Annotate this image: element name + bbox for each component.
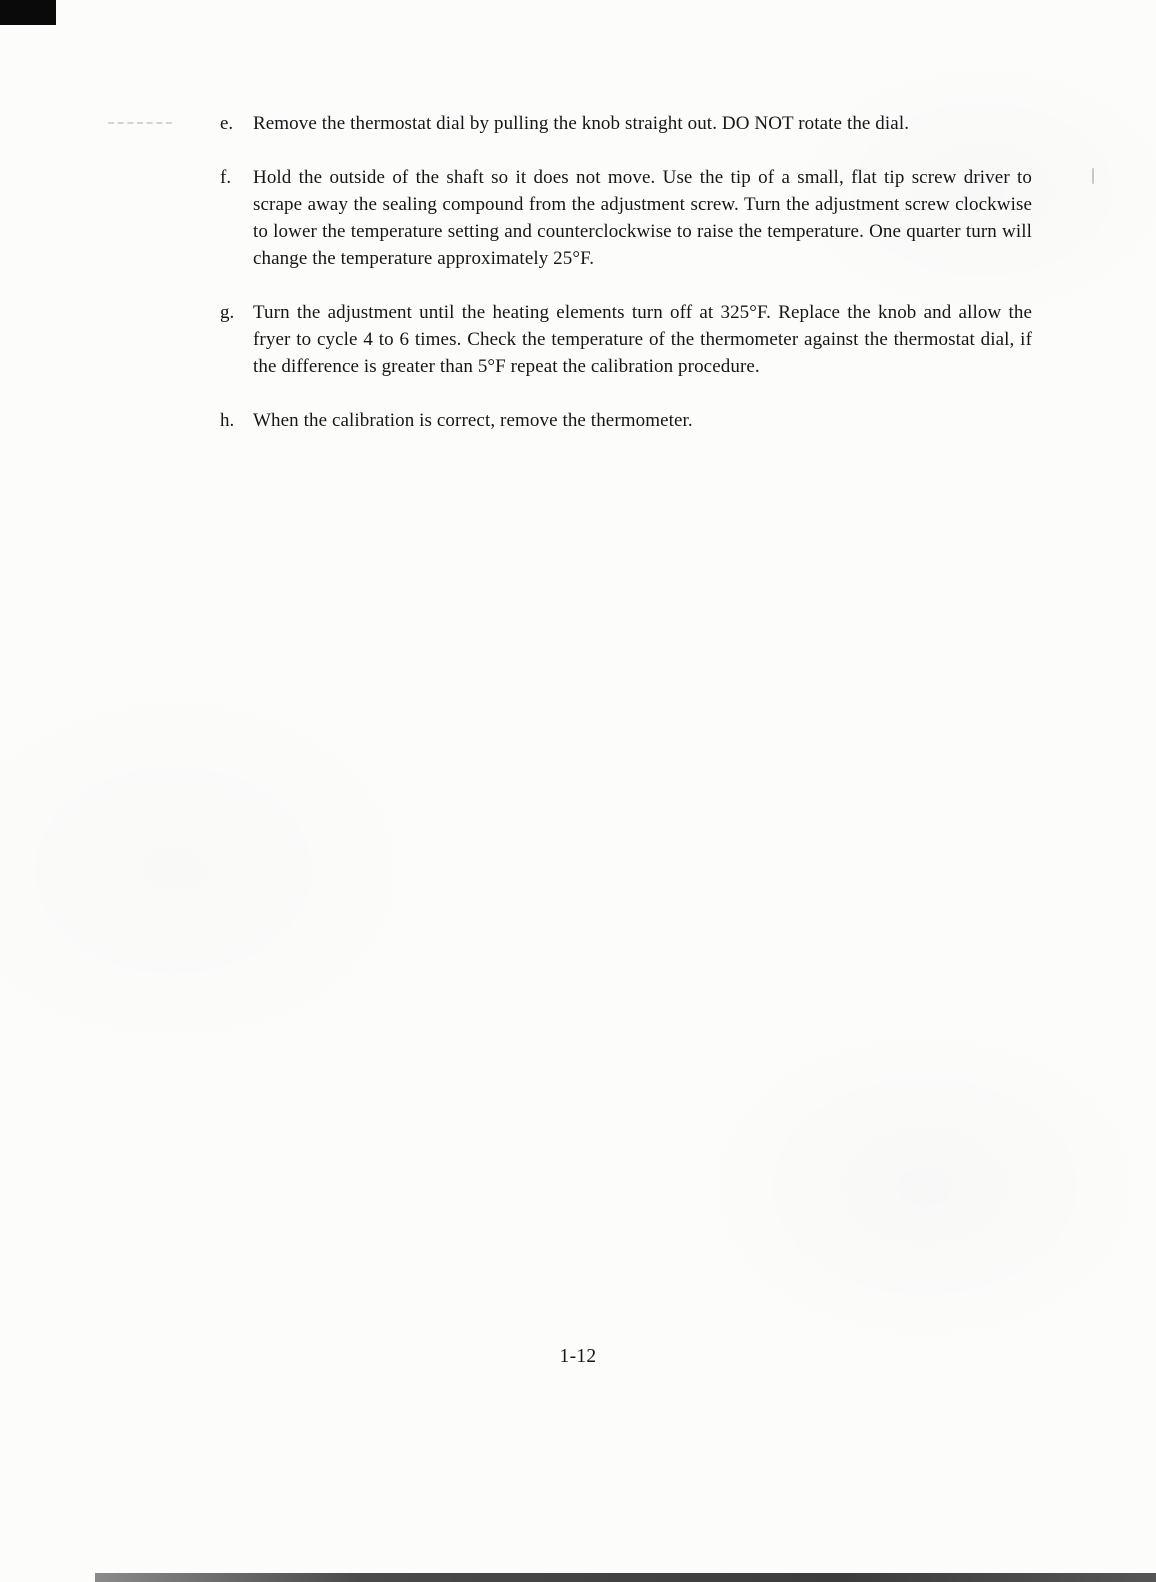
page-number: 1-12 [559,1346,597,1367]
list-item-text: Turn the adjustment until the heating elements turn off at 325°F. Replace the knob and allow the fryer to cycle 4 to 6 times. Check the temperature of the thermometer against the thermostat dial, if the difference is greater than 5°F repeat the calibration procedure. [253,302,1032,377]
scan-artifact-top-left [0,0,56,25]
scan-artifact-right-speck [1092,168,1094,184]
list-item-h [220,407,1032,434]
list-item-letter: e. [220,113,234,134]
list-item-e [220,110,1032,137]
list-item-text: Hold the outside of the shaft so it does not move. Use the tip of a small, flat tip screw driver to scrape away the sealing compound from the adjustment screw. Turn the adjustment screw clockwise to lower the temperature setting and counterclockwise to raise the temperature. One quarter turn will change the temperature approximately 25°F. [253,167,1032,269]
page-content [220,110,1032,461]
scan-artifact-bottom-bar [95,1573,1156,1582]
list-item-text: When the calibration is correct, remove the thermometer. [253,410,693,431]
list-item-g [220,299,1032,380]
list-item-letter: h. [220,410,235,431]
list-item-f [220,164,1032,272]
list-item-letter: f. [220,167,232,188]
list-item-text: Remove the thermostat dial by pulling the knob straight out. DO NOT rotate the dial. [253,113,910,134]
scan-artifact-dashes [108,122,172,124]
list-item-letter: g. [220,302,235,323]
